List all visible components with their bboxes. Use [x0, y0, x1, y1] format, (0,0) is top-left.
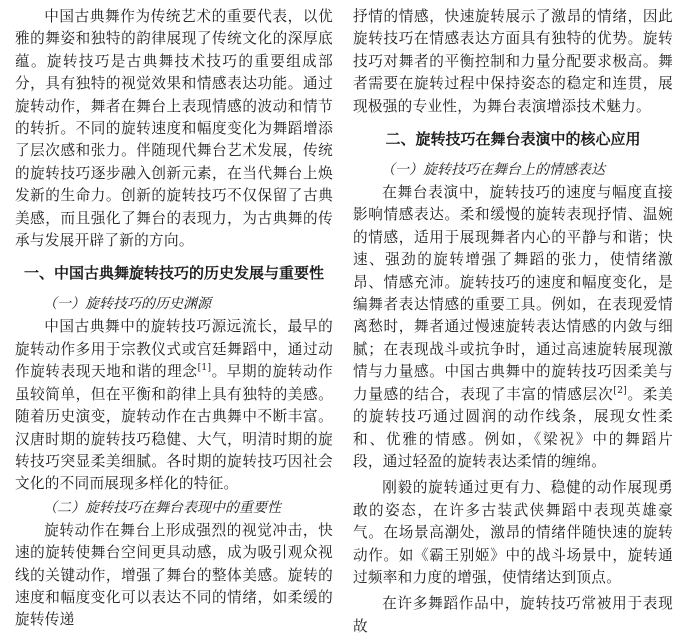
section-1-heading: 一、中国古典舞旋转技巧的历史发展与重要性 — [23, 264, 324, 283]
left-column — [15, 6, 333, 632]
subsection-2-1-paragraph — [353, 182, 673, 473]
subsection-1-1-paragraph — [15, 316, 333, 495]
right-column — [353, 6, 673, 638]
subsection-1-1-heading: （一）旋转技巧的历史渊源 — [43, 296, 211, 313]
citation-marker: [1] — [197, 363, 212, 374]
section-2-heading: 二、旋转技巧在舞台表演中的核心应用 — [385, 130, 641, 149]
subsection-2-1-paragraph-2: 刚毅的旋转通过更有力、稳健的动作展现勇敢的姿态，在许多古装武侠舞蹈中表现英雄豪气。在场景高潮处，激昂的情绪伴随快速的旋转动作。如《霸王别姬》中的战斗场景中，旋转通过频率和力度的增强，使情绪达到顶点。 — [353, 479, 673, 586]
intro-paragraph: 中国古典舞作为传统艺术的重要代表，以优雅的舞姿和独特的韵律展现了传统文化的深厚底蕴。旋转技巧是古典舞技术技巧的重要组成部分，具有独特的视觉效果和情感表达功能。通过旋转动作，舞者在舞台上表现情感的波动和情节的转折。不同的旋转速度和幅度变化为舞蹈增添了层次感和张力。伴随现代舞台艺术发展，传统的旋转技巧逐步融入创新元素，在当代舞台上焕发新的生命力。创新的旋转技巧不仅保留了古典美感，而且强化了舞台的表现力，为古典舞的传承与发展开辟了新的方向。 — [15, 8, 333, 250]
subsection-2-1-heading: （一）旋转技巧在舞台上的情感表达 — [381, 162, 605, 179]
subsection-1-2-paragraph: 旋转动作在舞台上形成强烈的视觉冲击，快速的旋转使舞台空间更具动感，成为吸引观众视线的关键动作，增强了舞台的整体美感。旋转的速度和幅度变化可以表达不同的情绪，如柔缓的旋转传递 — [15, 521, 333, 629]
paragraph-text: 。早期的旋转动作虽较简单，但在平衡和韵律上具有独特的美感。随着历史演变，旋转动作在古典舞中不断丰富。汉唐时期的旋转技巧稳健、大气，明清时期的旋转技巧突显柔美细腻。各时期的旋转技巧因社会文化的不同而展现多样化的特征。 — [15, 363, 333, 493]
subsection-1-2-heading: （二）旋转技巧在舞台表现中的重要性 — [43, 499, 281, 516]
citation-marker: [2] — [613, 385, 628, 396]
paragraph-text: 在舞台表演中，旋转技巧的速度与幅度直接影响情感表达。柔和缓慢的旋转表现抒情、温婉的情感，适用于展现舞者内心的平静与和谐；快速、强劲的旋转增强了舞蹈的张力，使情绪激昂、情感充沛。旋转技巧的速度和幅度变化，是编舞者表达情感的重要工具。例如，在表现爱情离愁时，舞者通过慢速旋转表达情感的内敛与细腻；在表现战斗或抗争时，通过高速旋转展现激情与力量感。中国古典舞中的旋转技巧因柔美与力量感的结合，表现了丰富的情感层次 — [353, 184, 673, 403]
paragraph-text: 中国古典舞中的旋转技巧源远流长，最早的旋转动作多用于宗教仪式或宫廷舞蹈中，通过动作旋转表现天地和谐的理念 — [15, 318, 333, 381]
continued-paragraph: 抒情的情感，快速旋转展示了激昂的情绪，因此旋转技巧在情感表达方面具有独特的优势。旋转技巧对舞者的平衡控制和力量分配要求极高。舞者需要在旋转过程中保持姿态的稳定和连贯，展现极强的专业性，为舞台表演增添技术魅力。 — [353, 8, 673, 115]
subsection-2-1-paragraph-3: 在许多舞蹈作品中，旋转技巧常被用于表现故 — [353, 595, 673, 635]
paragraph-text: 。柔美的旋转技巧通过圆润的动作线条，展现女性柔和、优雅的情感。例如，《梁祝》中的舞蹈片段，通过轻盈的旋转表达柔情的缠绵。 — [353, 385, 673, 470]
